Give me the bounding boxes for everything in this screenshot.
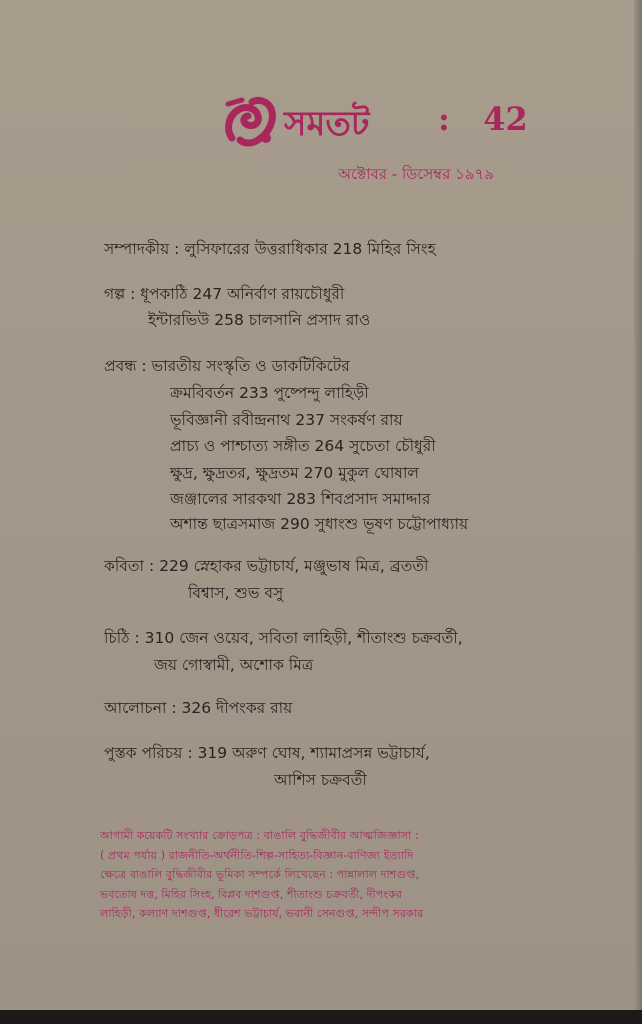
poems-entry: বিশ্বাস, শুভ বসু xyxy=(188,584,284,602)
notice-line: আগামী কয়েকটি সংখ্যার ক্রোড়পত্র : বাঙালি বুদ্ধিজীবীর আত্মজিজ্ঞাসা : xyxy=(100,829,419,842)
essay-entry: জঞ্জালের সারকথা 283 শিবপ্রসাদ সমাদ্দার xyxy=(170,490,431,508)
page-edge xyxy=(634,0,642,1024)
essay-entry: ক্ষুদ্র, ক্ষুদ্রতর, ক্ষুদ্রতম 270 মুকুল ঘোষাল xyxy=(170,464,419,482)
upcoming-supplement-notice xyxy=(100,826,530,924)
magazine-name: সমতট xyxy=(284,104,370,144)
essay-entry: অশান্ত ছাত্রসমাজ 290 সুধাংশু ভূষণ চট্টোপাধ্যায় xyxy=(170,515,469,533)
poems-entry: কবিতা : 229 স্নেহাকর ভট্টাচার্য, মঞ্জুভাষ মিত্র, ব্রততী xyxy=(104,557,429,575)
notice-line: ভবতোষ দত্ত, মিহির সিংহ, বিপ্লব দাশগুপ্ত, শীতাংশু চক্রবর্তী, দীপংকর xyxy=(100,887,403,901)
issue-separator: : xyxy=(438,100,450,138)
book-review-entry: পুস্তক পরিচয় : 319 অরুণ ঘোষ, শ্যামাপ্রসন্ন ভট্টাচার্য, xyxy=(104,744,430,762)
notice-line: লাহিড়ী, কল্যাণ দাশগুপ্ত, ধীরেশ ভট্টাচার্য, ভবানী সেনগুপ্ত, সন্দীপ সরকার xyxy=(100,907,424,920)
samatat-logo-icon xyxy=(222,94,278,148)
essay-entry: ভূবিজ্ঞানী রবীন্দ্রনাথ 237 সংকর্ষণ রায় xyxy=(170,411,403,429)
letters-entry: চিঠি : 310 জেন ওয়েব, সবিতা লাহিড়ী, শীতাংশু চক্রবর্তী, xyxy=(104,629,463,647)
essay-entry: প্রাচ্য ও পাশ্চাত্য সঙ্গীত 264 সুচেতা চৌধুরী xyxy=(170,437,436,455)
issue-number xyxy=(438,100,528,138)
editorial-entry: সম্পাদকীয় : লুসিফারের উত্তরাধিকার 218 মিহির সিংহ xyxy=(104,240,436,258)
issue-date: অক্টোবর - ডিসেম্বর ১৯৭৯ xyxy=(338,165,495,183)
notice-line: ক্ষেত্রে বাঙালি বুদ্ধিজীবীর ভূমিকা সম্পর্কে লিখেছেন : পান্নালাল দাশগুপ্ত, xyxy=(100,868,420,881)
book-review-entry: আশিস চক্রবর্তী xyxy=(274,771,367,789)
masthead xyxy=(222,92,542,152)
letters-entry: জয় গোস্বামী, অশোক মিত্র xyxy=(154,656,314,674)
story-entry: গল্প : ধূপকাঠি 247 অনির্বাণ রায়চৌধুরী xyxy=(104,285,345,303)
discussion-entry: আলোচনা : 326 দীপংকর রায় xyxy=(104,699,293,717)
issue-number-value: 42 xyxy=(483,100,528,138)
essay-entry: ক্রমবিবর্তন 233 পুষ্পেন্দু লাহিড়ী xyxy=(170,384,369,402)
page-edge xyxy=(0,1010,642,1024)
story-entry: ইন্টারভিউ 258 চালসানি প্রসাদ রাও xyxy=(148,311,371,329)
essay-entry: প্রবন্ধ : ভারতীয় সংস্কৃতি ও ডাকটিকিটের xyxy=(104,357,350,375)
notice-line: ( প্রথম পর্যায় ) রাজনীতি-অর্থনীতি-শিল্প-সাহিত্য-বিজ্ঞান-বাণিজ্য ইত্যাদি xyxy=(100,848,414,862)
